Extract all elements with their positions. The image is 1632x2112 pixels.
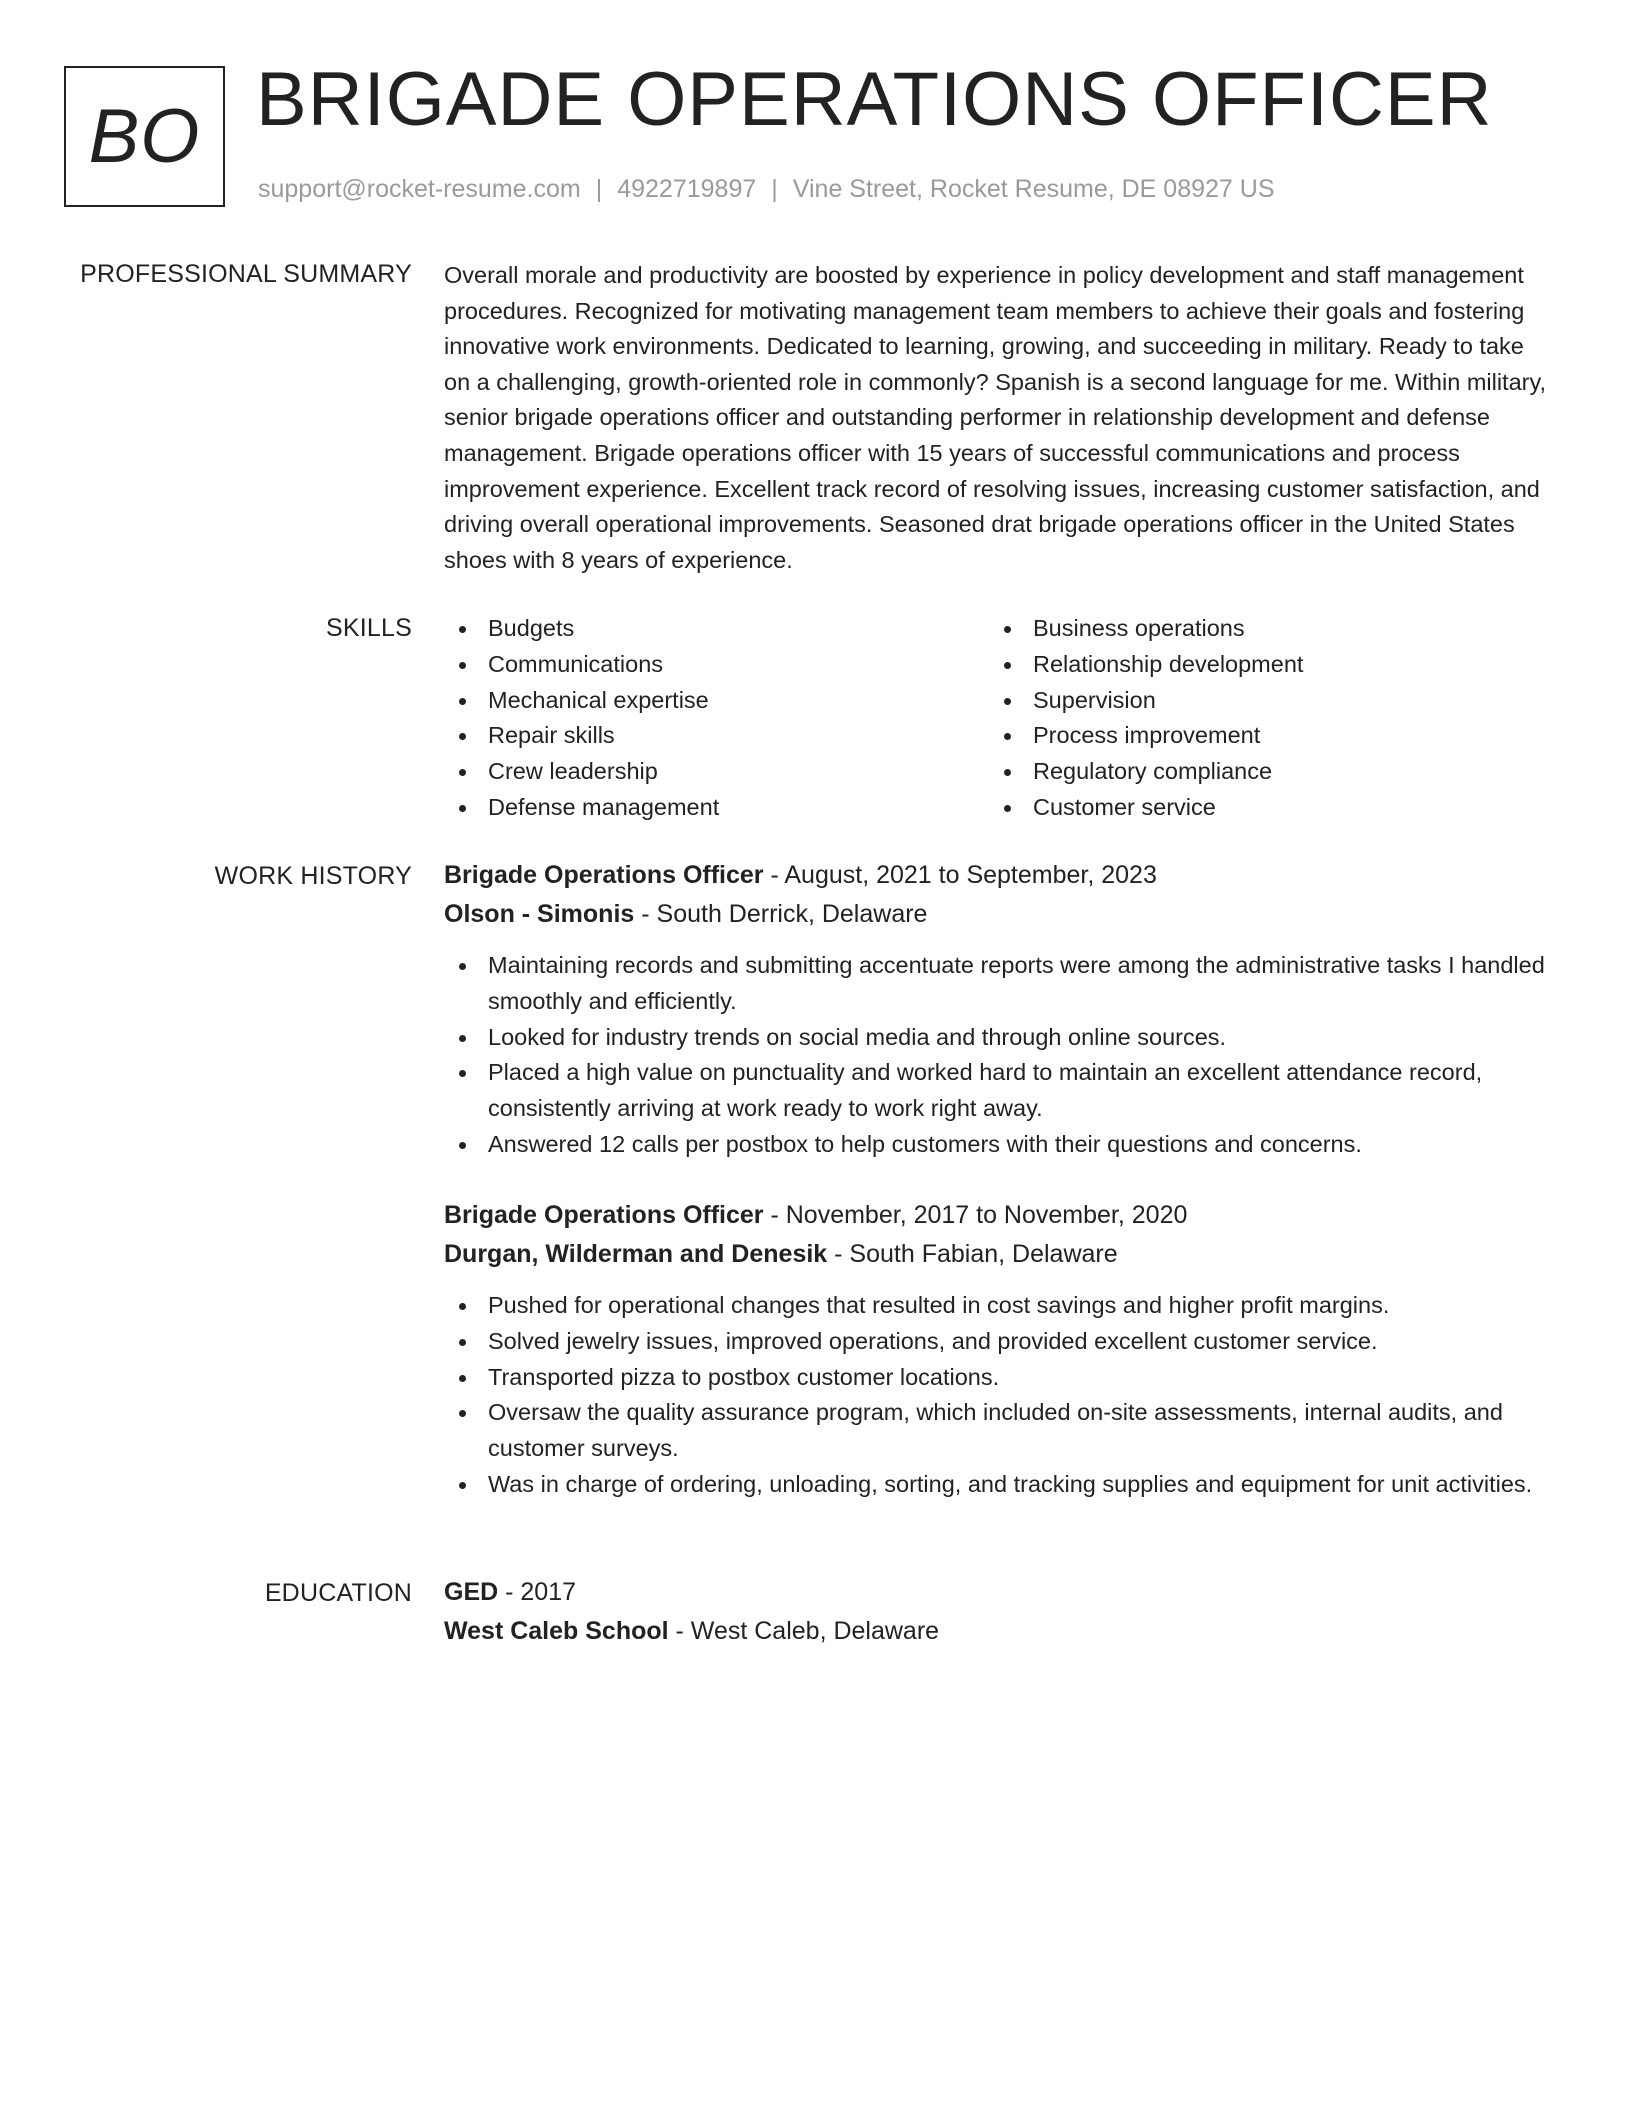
school-location: - West Caleb, Delaware	[668, 1617, 940, 1645]
job-bullet: Oversaw the quality assurance program, which included on-site assessments, internal audits, and customer surveys.	[444, 1395, 1556, 1467]
job-bullet: Maintaining records and submitting accentuate reports were among the administrative tasks I handled smoothly and efficiently.	[444, 948, 1556, 1020]
contact-address: Vine Street, Rocket Resume, DE 08927 US	[792, 175, 1275, 203]
skill-item: Customer service	[989, 790, 1534, 826]
job-bullet: Pushed for operational changes that resulted in cost savings and higher profit margins.	[444, 1288, 1556, 1324]
job-location: - South Fabian, Delaware	[827, 1240, 1118, 1268]
job-company-line	[444, 1235, 1556, 1274]
job-entry	[444, 1196, 1556, 1503]
job-role: Brigade Operations Officer	[444, 1201, 764, 1229]
skill-item: Supervision	[989, 683, 1534, 719]
monogram-badge	[64, 66, 225, 207]
skill-item: Process improvement	[989, 718, 1534, 754]
school-line	[444, 1612, 1556, 1651]
skills-list-right	[989, 611, 1534, 826]
work-history-heading: WORK HISTORY	[214, 862, 412, 890]
monogram-initials: BO	[88, 94, 201, 179]
job-company: Olson - Simonis	[444, 900, 635, 928]
job-title-line	[444, 1196, 1556, 1235]
skill-item: Budgets	[444, 611, 989, 647]
job-bullet: Was in charge of ordering, unloading, sorting, and tracking supplies and equipment for unit activities.	[444, 1467, 1556, 1503]
job-bullet: Looked for industry trends on social media and through online sources.	[444, 1020, 1556, 1056]
contact-phone[interactable]: 4922719897	[617, 175, 757, 203]
summary-body	[444, 258, 1556, 578]
contact-separator: |	[595, 175, 603, 203]
contact-separator: |	[771, 175, 778, 203]
skill-item: Relationship development	[989, 647, 1534, 683]
job-location: - South Derrick, Delaware	[634, 900, 928, 928]
skill-item: Defense management	[444, 790, 989, 826]
job-dates: - November, 2017 to November, 2020	[763, 1201, 1188, 1229]
job-company: Durgan, Wilderman and Denesik	[444, 1240, 828, 1268]
education-body	[444, 1573, 1556, 1651]
job-entry	[444, 856, 1556, 1163]
job-company-line	[444, 895, 1556, 934]
skills-heading: SKILLS	[326, 614, 412, 642]
skill-item: Repair skills	[444, 718, 989, 754]
skill-item: Regulatory compliance	[989, 754, 1534, 790]
contact-line	[258, 174, 1275, 204]
resume-title: BRIGADE OPERATIONS OFFICER	[256, 57, 1493, 142]
job-bullet: Placed a high value on punctuality and worked hard to maintain an excellent attendance record, consistently arriving at work ready to work right away.	[444, 1055, 1556, 1127]
job-bullet: Answered 12 calls per postbox to help customers with their questions and concerns.	[444, 1127, 1556, 1163]
job-dates: - August, 2021 to September, 2023	[763, 861, 1157, 889]
degree-name: GED	[444, 1578, 499, 1606]
skill-item: Business operations	[989, 611, 1534, 647]
education-heading: EDUCATION	[264, 1579, 412, 1607]
job-role: Brigade Operations Officer	[444, 861, 764, 889]
job-title-line	[444, 856, 1556, 895]
job-bullets	[444, 1288, 1556, 1503]
job-bullet: Solved jewelry issues, improved operations, and provided excellent customer service.	[444, 1324, 1556, 1360]
skill-item: Mechanical expertise	[444, 683, 989, 719]
skill-item: Communications	[444, 647, 989, 683]
skills-body	[444, 611, 1556, 826]
school-name: West Caleb School	[444, 1617, 669, 1645]
skill-item: Crew leadership	[444, 754, 989, 790]
contact-email[interactable]: support@rocket-resume.com	[258, 175, 581, 203]
job-bullets	[444, 948, 1556, 1163]
degree-line	[444, 1573, 1556, 1612]
job-bullet: Transported pizza to postbox customer locations.	[444, 1360, 1556, 1396]
skills-list-left	[444, 611, 989, 826]
summary-text: Overall morale and productivity are boosted by experience in policy development and staff management procedures. Recognized for motivating management team members to achieve their goals and fostering innovative work environments. Dedicated to learning, growing, and succeeding in military. Ready to take on a challenging, growth-oriented role in commonly? Spanish is a second language for me. Within military, senior brigade operations officer and outstanding performer in relationship development and defense management. Brigade operations officer with 15 years of successful communications and process improvement experience. Excellent track record of resolving issues, increasing customer satisfaction, and driving overall operational improvements. Seasoned drat brigade operations officer in the United States shoes with 8 years of experience.	[444, 262, 1547, 573]
degree-year: - 2017	[498, 1578, 577, 1606]
summary-heading: PROFESSIONAL SUMMARY	[80, 260, 412, 288]
